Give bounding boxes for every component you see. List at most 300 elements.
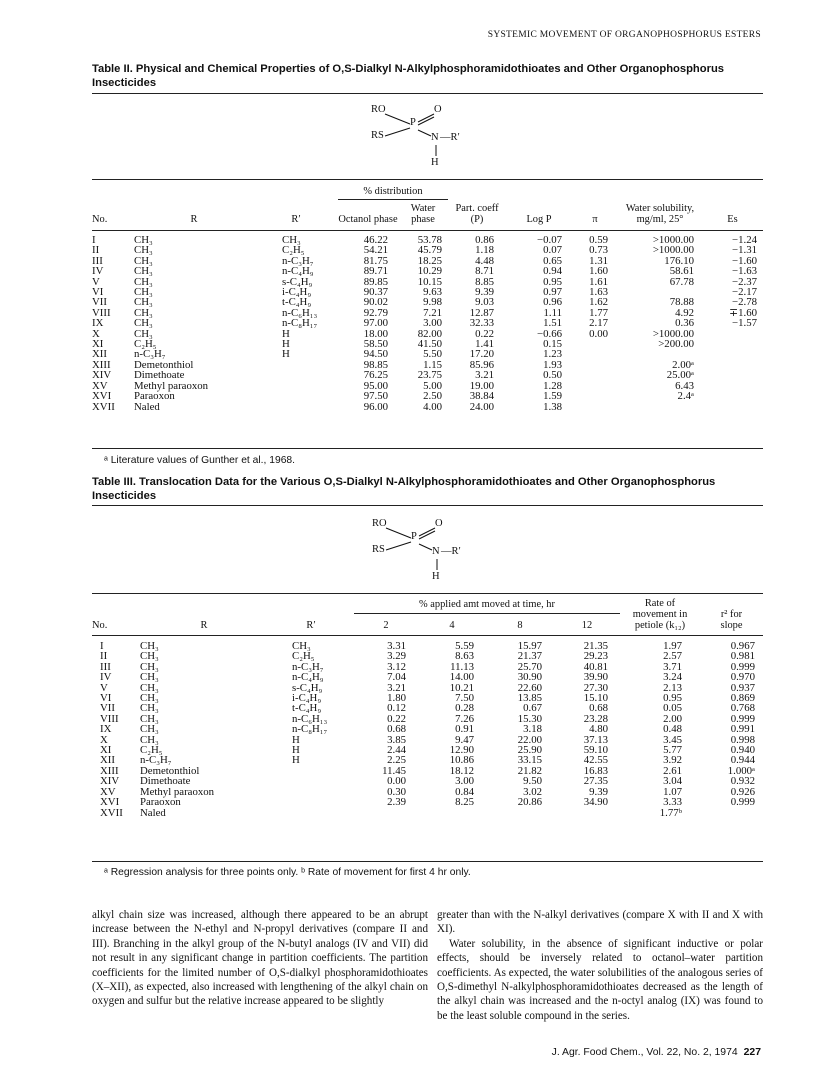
structure-rs: RS (372, 544, 385, 555)
cell-no: XI (92, 338, 104, 351)
cell-r: CH₃ (140, 650, 159, 663)
cell-k: 3.92 (663, 754, 682, 767)
cell-t4: 5.59 (455, 640, 474, 652)
cell-wat: 10.15 (417, 275, 442, 288)
table2-footnote: ᵃ Literature values of Gunther et al., 1968. (104, 455, 296, 466)
cell-sol: 176.10 (664, 254, 694, 267)
cell-logp: −0.66 (537, 327, 562, 340)
cell-wat: 9.98 (423, 296, 442, 309)
cell-r: CH₃ (134, 234, 153, 246)
table2-title: Table II. Physical and Chemical Properties of O,S-Dialkyl N-Alkylphosphoramidothioates and Other Organophosphorus Insecticides (92, 63, 724, 89)
cell-p: 3.21 (475, 369, 494, 382)
cell-t12: 37.13 (583, 733, 608, 746)
cell-oct: 18.00 (363, 327, 388, 340)
cell-r: CH₃ (140, 692, 159, 705)
cell-pi: 2.17 (589, 317, 608, 330)
cell-t4: 10.86 (449, 754, 474, 767)
structure-ro: RO (372, 518, 387, 529)
cell-t4: 9.47 (455, 733, 474, 746)
table-row (92, 797, 763, 807)
cell-t12: 29.23 (583, 650, 608, 663)
cell-oct: 54.21 (363, 244, 388, 257)
cell-rp: n-C₃H₇ (282, 254, 314, 267)
table-row (92, 808, 763, 818)
cell-t4: 18.12 (449, 764, 474, 777)
cell-r: Paraoxon (140, 796, 181, 809)
cell-r: CH₃ (140, 733, 159, 746)
cell-t2: 2.39 (387, 796, 406, 809)
table3-head-12: 12 (554, 614, 620, 631)
cell-t8: 15.97 (517, 640, 542, 652)
cell-wat: 45.79 (417, 244, 442, 257)
cell-k: 1.97 (663, 640, 682, 652)
cell-t4: 8.63 (455, 650, 474, 663)
cell-sol: 2.4ᵃ (677, 390, 694, 403)
cell-r2: 0.937 (730, 681, 755, 694)
cell-wat: 10.29 (417, 265, 442, 278)
cell-oct: 94.50 (363, 348, 388, 361)
cell-rp: s-C₄H₉ (282, 275, 313, 288)
cell-p: 38.84 (469, 390, 494, 403)
cell-rp: n-C₄H₉ (292, 671, 324, 684)
cell-t8: 25.90 (517, 744, 542, 757)
cell-t2: 3.21 (387, 681, 406, 694)
cell-no: XII (100, 754, 115, 767)
cell-sol: >200.00 (658, 338, 694, 351)
table2-head-sol: Water solubility, mg/ml, 25° (625, 203, 695, 225)
cell-r: CH₃ (134, 296, 153, 309)
cell-r: CH₃ (134, 286, 153, 299)
cell-r2: 0.967 (730, 640, 755, 652)
cell-k: 1.77ᵇ (659, 806, 682, 819)
cell-es: −1.60 (732, 254, 757, 267)
cell-es: ∓1.60 (729, 306, 757, 319)
cell-t2: 0.30 (387, 785, 406, 798)
cell-t12: 16.83 (583, 764, 608, 777)
cell-p: 4.48 (475, 254, 494, 267)
cell-t4: 0.28 (455, 702, 474, 715)
cell-wat: 3.00 (423, 317, 442, 330)
cell-k: 1.07 (663, 785, 682, 798)
cell-r2: 0.869 (730, 692, 755, 705)
cell-oct: 89.85 (363, 275, 388, 288)
cell-rp (268, 787, 354, 797)
cell-oct: 97.00 (363, 317, 388, 330)
cell-no: I (92, 234, 96, 246)
cell-p: 8.71 (475, 265, 494, 278)
cell-no: XVI (100, 796, 120, 809)
cell-p: 8.85 (475, 275, 494, 288)
cell-no: IX (100, 723, 112, 736)
cell-r: CH₃ (134, 306, 153, 319)
cell-no: VI (92, 286, 104, 299)
cell-t12: 34.90 (583, 796, 608, 809)
cell-t8: 21.37 (517, 650, 542, 663)
cell-wat: 1.15 (423, 358, 442, 371)
cell-t12 (554, 808, 620, 818)
cell-pi: 0.73 (589, 244, 608, 257)
cell-rp: t-C₄H₉ (282, 296, 312, 309)
cell-r: CH₃ (134, 275, 153, 288)
structure-rs: RS (371, 130, 384, 141)
cell-rp: n-C₃H₇ (292, 660, 324, 673)
cell-logp: 0.94 (543, 265, 562, 278)
cell-r2: 0.981 (730, 650, 755, 663)
cell-wat: 82.00 (417, 327, 442, 340)
cell-t2: 1.80 (387, 692, 406, 705)
cell-t12: 27.30 (583, 681, 608, 694)
cell-logp: 1.28 (543, 379, 562, 392)
cell-r2: 0.999 (730, 712, 755, 725)
cell-r: CH₃ (134, 317, 153, 330)
body-paragraph: greater than with the N-alkyl derivatives (compare X with II and X with XI). (437, 909, 763, 936)
table3-head-8: 8 (486, 614, 554, 631)
table2-head-water: Water phase (410, 203, 436, 225)
cell-no: XI (100, 744, 112, 757)
structure-h: H (432, 571, 440, 582)
cell-pi: 1.77 (589, 306, 608, 319)
cell-no: XIII (100, 764, 119, 777)
cell-no: VII (100, 702, 115, 715)
body-right-column (437, 908, 763, 1023)
cell-no: III (100, 660, 111, 673)
cell-logp: 1.51 (543, 317, 562, 330)
cell-logp: −0.07 (537, 234, 562, 246)
table2-head-rp: R′ (291, 214, 301, 225)
cell-p: 19.00 (469, 379, 494, 392)
cell-r: CH₃ (140, 681, 159, 694)
cell-es: −2.17 (732, 286, 757, 299)
table2-head-pi: π (592, 214, 598, 225)
cell-r2: 1.000ᵃ (727, 764, 755, 777)
cell-rp: n-C₈H₁₇ (282, 317, 318, 330)
cell-t12: 21.35 (583, 640, 608, 652)
cell-rp: H (292, 754, 300, 767)
cell-t12: 40.81 (583, 660, 608, 673)
cell-t4: 7.50 (455, 692, 474, 705)
cell-t8: 13.85 (517, 692, 542, 705)
cell-t12: 59.10 (583, 744, 608, 757)
cell-es: −2.78 (732, 296, 757, 309)
cell-t12: 4.80 (589, 723, 608, 736)
structure-o: O (434, 104, 442, 115)
cell-pi: 1.62 (589, 296, 608, 309)
cell-r: Dimethoate (134, 369, 185, 382)
cell-t4: 10.21 (449, 681, 474, 694)
cell-rp: C₂H₅ (292, 650, 315, 663)
cell-r: Naled (134, 400, 160, 413)
cell-oct: 96.00 (363, 400, 388, 413)
cell-sol: 25.00ᵃ (666, 369, 694, 382)
body-paragraph: alkyl chain size was increased, although there appeared to be an abrupt increase between the N-ethyl and N-propyl derivatives (compare II and III). Branching in the alkyl group of the N-butyl analogs (IV and VII) did not result in any significant change in partition coefficients. The partition coefficients for the limited number of O,S-dialkyl phosphoramidothioates (X–XII), as expected, also increased with lengthening of the alkyl chain on oxygen and sulfur but the relative increase appeared to be slightly (92, 909, 428, 1008)
cell-t2: 7.04 (387, 671, 406, 684)
cell-rp: H (282, 348, 290, 361)
cell-t8: 22.00 (517, 733, 542, 746)
cell-t8: 3.02 (523, 785, 542, 798)
cell-logp: 1.23 (543, 348, 562, 361)
cell-k: 3.71 (663, 660, 682, 673)
structure-p: P (410, 117, 416, 128)
cell-r2: 0.999 (730, 796, 755, 809)
structure-n: N (431, 132, 439, 143)
cell-p: 0.86 (475, 234, 494, 246)
cell-r: Demetonthiol (140, 764, 200, 777)
cell-oct: 97.50 (363, 390, 388, 403)
table3-head-no: No. (92, 620, 108, 631)
table3-title: Table III. Translocation Data for the Various O,S-Dialkyl N-Alkylphosphoramidothioates and Other Organophosphorus Insecticides (92, 476, 716, 502)
cell-rp: CH₃ (292, 640, 311, 652)
cell-rp: n-C₄H₉ (282, 265, 314, 278)
cell-p: 9.03 (475, 296, 494, 309)
cell-logp: 1.38 (543, 400, 562, 413)
cell-sol: >1000.00 (652, 234, 694, 246)
cell-wat: 7.21 (423, 306, 442, 319)
cell-t2: 11.45 (382, 764, 406, 777)
cell-logp: 0.50 (543, 369, 562, 382)
cell-pi: 1.31 (589, 254, 608, 267)
cell-r2: 0.940 (730, 744, 755, 757)
cell-p: 0.22 (475, 327, 494, 340)
cell-wat: 41.50 (417, 338, 442, 351)
cell-no: XVI (92, 390, 112, 403)
cell-t12: 23.28 (583, 712, 608, 725)
cell-no: XIV (100, 775, 120, 788)
cell-no: VIII (100, 712, 119, 725)
table3-head-2: 2 (354, 614, 418, 631)
journal-citation: J. Agr. Food Chem., Vol. 22, No. 2, 1974 (551, 1047, 738, 1058)
cell-k: 0.95 (663, 692, 682, 705)
cell-t4: 7.26 (455, 712, 474, 725)
cell-wat: 23.75 (417, 369, 442, 382)
body-left-column (92, 908, 428, 1009)
cell-r2: 0.998 (730, 733, 755, 746)
cell-sol: 78.88 (669, 296, 694, 309)
table2-head-es: Es (727, 214, 738, 225)
table2-head-pct: % distribution (338, 186, 448, 200)
cell-es: −1.24 (732, 234, 757, 246)
cell-no: XV (100, 785, 116, 798)
cell-r: CH₃ (134, 254, 153, 267)
cell-no: VIII (92, 306, 111, 319)
cell-no: XIII (92, 358, 111, 371)
cell-t12: 39.90 (583, 671, 608, 684)
cell-rp: s-C₄H₉ (292, 681, 323, 694)
cell-sol: 6.43 (675, 379, 694, 392)
cell-t8: 30.90 (517, 671, 542, 684)
cell-logp: 0.97 (543, 286, 562, 299)
running-header: SYSTEMIC MOVEMENT OF ORGANOPHOSPHORUS ESTERS (487, 30, 761, 40)
cell-no: II (100, 650, 108, 663)
cell-r: n-C₃H₇ (134, 348, 166, 361)
cell-wat: 5.50 (423, 348, 442, 361)
cell-p: 9.39 (475, 286, 494, 299)
table3-head-pct: % applied amt moved at time, hr (419, 599, 555, 611)
cell-no: II (92, 244, 100, 257)
cell-r2: 0.970 (730, 671, 755, 684)
page-number: 227 (743, 1047, 761, 1058)
cell-pi: 1.60 (589, 265, 608, 278)
cell-r2: 0.944 (730, 754, 755, 767)
table3-head-r: R (200, 620, 208, 631)
cell-t8: 33.15 (517, 754, 542, 767)
body-paragraph: Water solubility, in the absence of significant inductive or polar effects, should be inversely related to octanol–water partition coefficients. As expected, the water solubilities of the analogous series of O,S-dimethyl N-alkylphosphoramidothioates decreased as the length of the alkyl chain was increased and the n-octyl analog (IX) was found to be the least soluble compound in the series. (437, 937, 763, 1022)
cell-r: CH₃ (140, 723, 159, 736)
cell-sol: 4.92 (675, 306, 694, 319)
cell-pi: 0.59 (589, 234, 608, 246)
cell-oct: 81.75 (363, 254, 388, 267)
cell-no: I (100, 640, 104, 652)
cell-k: 0.05 (663, 702, 682, 715)
cell-oct: 46.22 (363, 234, 388, 246)
cell-r2: 0.991 (730, 723, 755, 736)
cell-r: Methyl paraoxon (140, 785, 215, 798)
cell-oct: 98.85 (363, 358, 388, 371)
cell-rp: H (292, 744, 300, 757)
structure-r-prime: —R′ (441, 546, 461, 557)
cell-sol: 0.36 (675, 317, 694, 330)
cell-k: 3.45 (663, 733, 682, 746)
cell-rp: i-C₄H₉ (292, 692, 322, 705)
cell-r: CH₃ (140, 640, 159, 652)
table3 (92, 598, 763, 818)
cell-t8: 22.60 (517, 681, 542, 694)
cell-logp: 0.15 (543, 338, 562, 351)
cell-k: 2.57 (663, 650, 682, 663)
cell-rp: H (292, 733, 300, 746)
cell-p: 32.33 (469, 317, 494, 330)
cell-t4: 11.13 (450, 660, 474, 673)
structure-r-prime: —R′ (440, 132, 460, 143)
cell-rp: H (282, 338, 290, 351)
cell-t4: 0.91 (455, 723, 474, 736)
cell-no: X (100, 733, 108, 746)
cell-t12: 27.35 (583, 775, 608, 788)
cell-t4: 3.00 (455, 775, 474, 788)
cell-es: −1.63 (732, 265, 757, 278)
cell-k: 3.24 (663, 671, 682, 684)
table3-bottom-rule (92, 861, 763, 862)
table3-head-r2: r² for slope (720, 609, 743, 631)
cell-rp: H (282, 327, 290, 340)
cell-r2: 0.999 (730, 660, 755, 673)
cell-rp: t-C₄H₉ (292, 702, 322, 715)
cell-sol: >1000.00 (652, 327, 694, 340)
cell-oct: 90.37 (363, 286, 388, 299)
cell-p: 24.00 (469, 400, 494, 413)
cell-wat: 5.00 (423, 379, 442, 392)
cell-oct: 76.25 (363, 369, 388, 382)
cell-k: 2.13 (663, 681, 682, 694)
cell-no: XVII (92, 400, 115, 413)
cell-t4: 14.00 (449, 671, 474, 684)
cell-r: CH₃ (134, 265, 153, 278)
cell-no: XII (92, 348, 107, 361)
cell-t2: 3.12 (387, 660, 406, 673)
cell-r2: 0.926 (730, 785, 755, 798)
cell-r: CH₃ (140, 671, 159, 684)
cell-no: VII (92, 296, 107, 309)
cell-es: −1.57 (732, 317, 757, 330)
cell-sol: 58.61 (669, 265, 694, 278)
cell-t8: 15.30 (517, 712, 542, 725)
cell-wat: 18.25 (417, 254, 442, 267)
structure-o: O (435, 518, 443, 529)
cell-t12: 42.55 (583, 754, 608, 767)
cell-wat: 9.63 (423, 286, 442, 299)
cell-no: IV (100, 671, 112, 684)
cell-r: CH₃ (134, 244, 153, 257)
cell-rp: n-C₈H₁₇ (292, 723, 328, 736)
cell-t12: 9.39 (589, 785, 608, 798)
table3-head-rate: Rate of movement in petiole (k₁₂) (632, 598, 688, 631)
cell-oct: 92.79 (363, 306, 388, 319)
cell-rp: n-C₆H₁₃ (292, 712, 328, 725)
cell-logp: 1.93 (543, 358, 562, 371)
cell-t2: 3.85 (387, 733, 406, 746)
cell-r: C₂H₅ (134, 338, 157, 351)
cell-sol: >1000.00 (652, 244, 694, 257)
cell-r: Methyl paraoxon (134, 379, 209, 392)
cell-pi: 0.00 (589, 327, 608, 340)
cell-rp: i-C₄H₉ (282, 286, 312, 299)
cell-wat: 53.78 (417, 234, 442, 246)
cell-t2: 0.12 (387, 702, 406, 715)
cell-t2: 3.29 (387, 650, 406, 663)
cell-es: −1.31 (732, 244, 757, 257)
cell-r2: 0.768 (730, 702, 755, 715)
cell-t2: 2.25 (387, 754, 406, 767)
cell-t4: 0.84 (455, 785, 474, 798)
cell-sol: 67.78 (669, 275, 694, 288)
cell-k: 3.33 (663, 796, 682, 809)
cell-r: Demetonthiol (134, 358, 194, 371)
cell-p: 17.20 (469, 348, 494, 361)
cell-r2: 0.932 (730, 775, 755, 788)
cell-pi: 1.61 (589, 275, 608, 288)
table3-footnote: ᵃ Regression analysis for three points only. ᵇ Rate of movement for first 4 hr only. (104, 867, 471, 878)
structure-h: H (431, 157, 439, 168)
table2-head-no: No. (92, 214, 108, 225)
structure-ro: RO (371, 104, 386, 115)
journal-footer (552, 1047, 761, 1058)
table2-head-octanol: Octanol phase (338, 214, 398, 225)
cell-t8: 9.50 (523, 775, 542, 788)
cell-rp (268, 797, 354, 807)
cell-r2 (700, 808, 763, 818)
table2-head-part: Part. coeff (P) (455, 203, 499, 225)
cell-t8: 21.82 (517, 764, 542, 777)
cell-p: 85.96 (469, 358, 494, 371)
cell-t4: 8.25 (455, 796, 474, 809)
cell-logp: 1.59 (543, 390, 562, 403)
cell-t2: 0.68 (387, 723, 406, 736)
cell-t2: 3.31 (387, 640, 406, 652)
cell-no: VI (100, 692, 112, 705)
cell-t2: 0.22 (387, 712, 406, 725)
cell-r: Naled (140, 806, 166, 819)
cell-t2: 0.00 (387, 775, 406, 788)
cell-no: XIV (92, 369, 112, 382)
cell-r: n-C₃H₇ (140, 754, 172, 767)
cell-p: 12.87 (469, 306, 494, 319)
table3-body (92, 641, 763, 818)
cell-t12: 0.68 (589, 702, 608, 715)
cell-no: XV (92, 379, 108, 392)
cell-t4 (418, 808, 486, 818)
cell-wat: 2.50 (423, 390, 442, 403)
cell-no: IV (92, 265, 104, 278)
cell-rp: C₂H₅ (282, 244, 305, 257)
